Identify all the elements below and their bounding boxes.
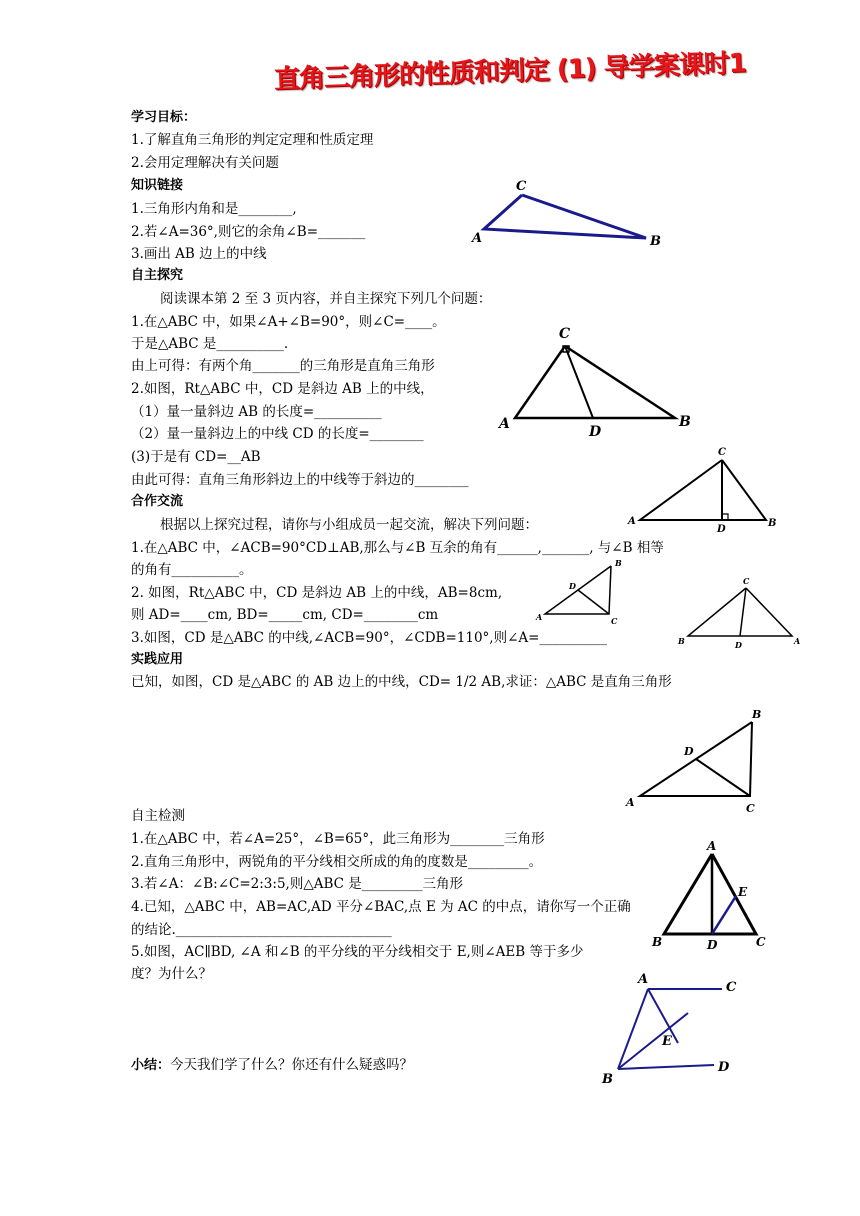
label-d: D [718,1060,730,1075]
triangle-shape [515,346,675,418]
median-line [696,759,750,796]
text-line: （2）量一量斜边上的中线 CD 的长度=________ [131,426,424,442]
heading-cooperate: 合作交流 [131,494,184,509]
text-line: 3.画出 AB 边上的中线 [131,246,267,262]
line-bd [618,1065,714,1069]
text-line: 3.若∠A：∠B:∠C=2:3:5,则△ABC 是_________三角形 [131,876,464,892]
triangle-shape [640,460,766,520]
label-b: B [602,1072,613,1087]
summary-line [131,1055,413,1076]
heading-goals: 学习目标： [131,110,197,125]
label-b: B [652,935,663,949]
text-line: 1.了解直角三角形的判定定理和性质定理 [131,132,374,148]
label-c: C [718,447,726,458]
summary-label: 小结： [131,1058,171,1073]
triangle-shape [484,195,646,238]
text-line: 1.在△ABC 中，若∠A=25°，∠B=65°，此三角形为________三角形 [131,831,545,847]
label-d: D [569,581,576,591]
heading-practice: 实践应用 [131,652,184,667]
median-line [565,346,593,418]
label-d: D [684,745,694,758]
text-line: （1）量一量斜边 AB 的长度=__________ [131,404,382,420]
label-e: E [662,1034,672,1049]
text-line: 由此可得：直角三角形斜边上的中线等于斜边的________ [131,472,469,488]
heading-self-check: 自主检测 [131,808,185,824]
label-b: B [678,636,685,646]
text-line: 3.如图，CD 是△ABC 的中线,∠ACB=90°，∠CDB=110°,则∠A=__________ [131,630,607,646]
label-a: A [626,796,635,809]
label-c: C [559,326,571,342]
label-a: A [499,416,510,432]
label-a: A [628,516,636,527]
median-line [578,590,609,614]
label-b: B [752,708,762,721]
page-title: 直角三角形的性质和判定 (1) 导学案课时1 [273,48,747,95]
text-line: 5.如图，AC∥BD, ∠A 和∠B 的平分线的平分线相交于 E,则∠AEB 等于多少 [131,944,584,960]
triangle-shape [688,588,792,636]
label-a: A [794,636,801,646]
text-line: 2.会用定理解决有关问题 [131,155,279,171]
label-d: D [735,640,742,650]
text-line: 1.三角形内角和是________, [131,201,297,217]
label-d: D [707,938,718,952]
text-line: 度？为什么？ [131,966,212,982]
figure-triangle-6 [622,704,772,816]
label-c: C [726,980,737,995]
label-b: B [615,558,622,568]
figure-parallel-lines [598,965,748,1089]
label-c: C [746,802,755,815]
label-c: C [516,179,527,194]
figure-triangle-1 [470,175,670,250]
text-line: 由上可得：有两个角_______的三角形是直角三角形 [131,358,435,374]
text-line: 阅读课本第 2 至 3 页内容，并自主探究下列几个问题： [160,291,492,307]
heading-knowledge: 知识链接 [131,178,184,193]
figure-triangle-3 [626,444,786,534]
label-a: A [472,231,483,246]
text-line: 2.如图，Rt△ABC 中，CD 是斜边 AB 上的中线， [131,381,434,397]
text-line: 根据以上探究过程，请你与小组成员一起交流，解决下列问题： [160,517,538,533]
text-line: 2.直角三角形中，两锐角的平分线相交所成的角的度数是_________。 [131,854,543,870]
text-line: 的结论.________________________________ [131,922,392,938]
text-line: 2. 如图，Rt△ABC 中，CD 是斜边 AB 上的中线，AB=8cm, [131,585,503,601]
text-line: 1.在△ABC 中，如果∠A+∠B=90°，则∠C=____。 [131,314,446,330]
text-line: 2.若∠A=36°,则它的余角∠B=_______ [131,224,366,240]
label-a: A [536,612,543,622]
label-b: B [650,234,661,249]
label-d: D [717,524,726,535]
figure-triangle-4 [535,556,635,628]
heading-explore: 自主探究 [131,268,184,283]
text-line: 4.已知，△ABC 中，AB=AC,AD 平分∠BAC,点 E 为 AC 的中点，请你写一个正确 [131,899,631,915]
label-c: C [743,576,750,586]
figure-triangle-7 [648,840,778,952]
label-a: A [707,839,717,853]
text-line: 已知，如图，CD 是△ABC 的 AB 边上的中线，CD= 1/2 AB,求证：△ABC 是直角三角形 [131,674,672,690]
text-line: 于是△ABC 是__________. [131,336,289,352]
text-line: 则 AD=____cm, BD=_____cm, CD=________cm [131,607,439,623]
label-b: B [679,414,691,430]
summary-text: 今天我们学了什么？你还有什么疑惑吗？ [170,1057,414,1073]
text-line: 1.在△ABC 中，∠ACB=90°CD⊥AB,那么与∠B 互余的角有______,_______, 与∠B 相等 [131,540,664,556]
label-d: D [589,424,602,440]
label-b: B [768,518,777,529]
text-line: (3)于是有 CD=__AB [131,449,261,465]
label-a: A [638,972,649,987]
label-c: C [611,616,618,626]
figure-triangle-2 [495,322,695,440]
median-line [740,588,746,636]
label-c: C [756,935,766,949]
label-e: E [738,885,748,899]
figure-triangle-5 [676,574,806,652]
text-line: 的角有__________。 [131,562,253,578]
segment-de [712,896,736,934]
